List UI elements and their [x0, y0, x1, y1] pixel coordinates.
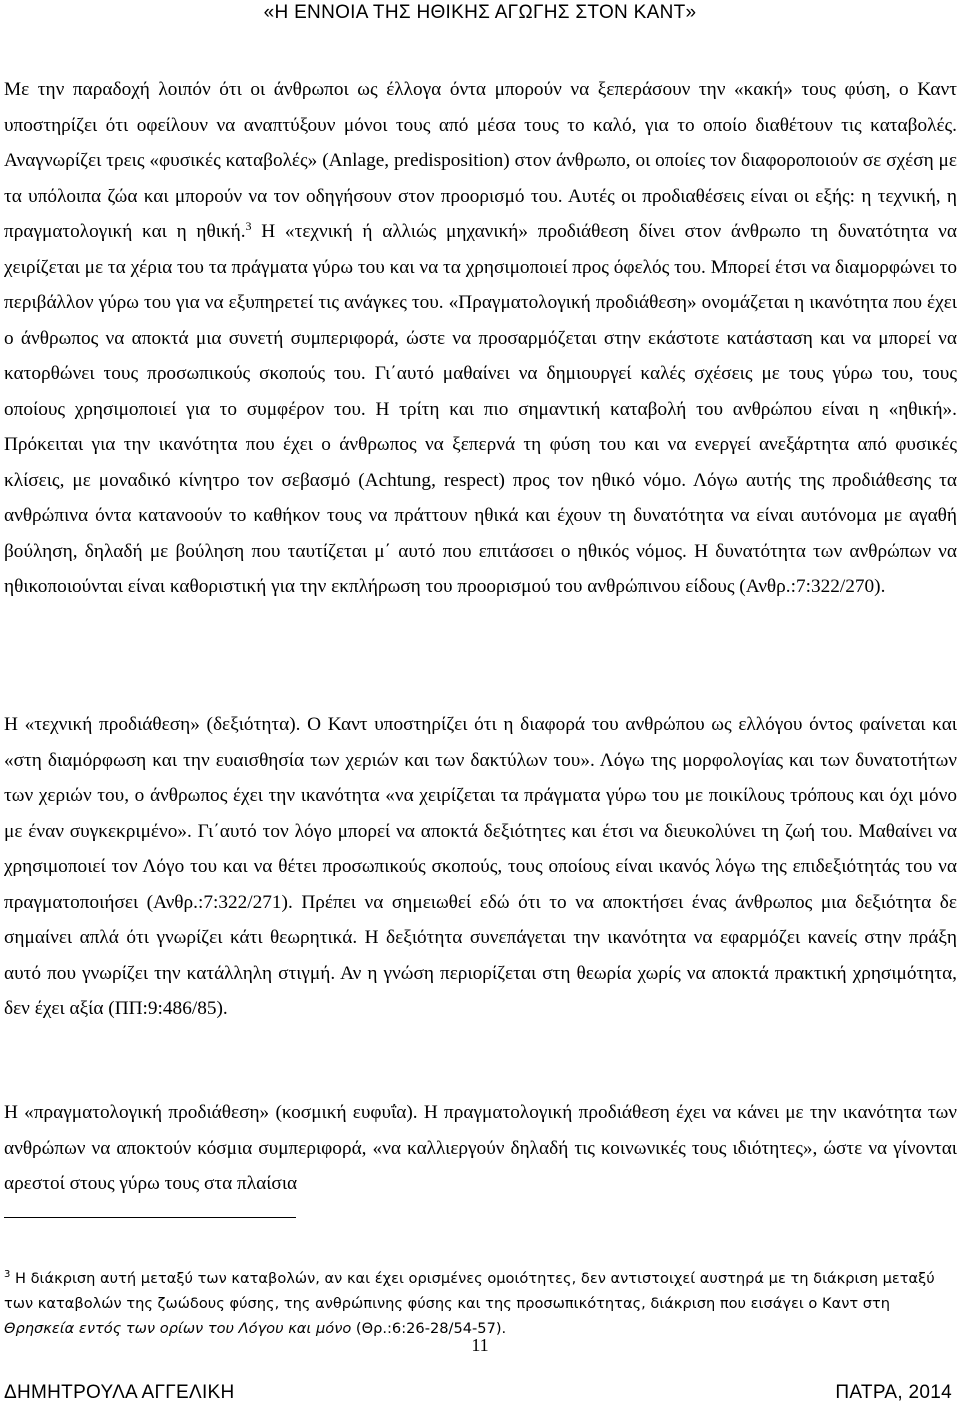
paragraph-text-part: Η «τεχνική ή αλλιώς μηχανική» προδιάθεση δίνει στον άνθρωπο τη δυνατότητα να χειρίζεται με τα χέρια του τα πράγματα γύρω του και να τα χρησιμοποιεί προς όφελός του. Μπορεί έτσι να διαμορφώνει το περιβάλλον γύρω του για να εξυπηρετεί τις ανάγκες του. «Πραγματολογική προδιάθεση» ονομάζεται η ικανότητα που έχει ο άνθρωπος να αποκτά μια συνετή συμπεριφορά, ώστε να προσαρμόζεται στην εκάστοτε κατάσταση και να μπορεί να κατορθώνει τους προσωπικούς σκοπούς του. Γι΄αυτό μαθαίνει να δημιουργεί καλές σχέσεις με τους γύρω του, τους οποίους χρησιμοποιεί για το συμφέρον του. Η τρίτη και πιο σημαντική καταβολή του ανθρώπου είναι η «ηθική». Πρόκειται για την ικανότητα που έχει ο άνθρωπος να ξεπερνά τη φύση του και να ενεργεί ανεξάρτητα από φυσικές κλίσεις, με μοναδικό κίνητρο τον σεβασμό (Achtung, respect) προς τον ηθικό νόμο. Λόγω αυτής της προδιάθεσης τα ανθρώπινα όντα κατανοούν το καθήκον τους να πράττουν ηθικά και έχουν τη δυνατότητα να είναι αυτόνομα με αγαθή βούληση, δηλαδή με βούληση που ταυτίζεται μ΄ αυτό που επιτάσσει ο ηθικός νόμος. Η δυνατότητα των ανθρώπων να ηθικοποιούνται είναι καθοριστική για την εκπλήρωση του προορισμού του ανθρώπινου είδους (Ανθρ.:7:322/270).: [4, 221, 957, 597]
paragraph-text: [4, 72, 957, 605]
footer-place-year: ΠΑΤΡΑ, 2014: [835, 1382, 952, 1403]
footer-author: ΔΗΜΗΤΡΟΥΛΑ ΑΓΓΕΛΙΚΗ: [4, 1382, 235, 1403]
footnote: [4, 1266, 954, 1341]
paragraph-pragmatic-predisposition: [4, 1095, 957, 1202]
paragraph-natural-predispositions: [4, 72, 957, 605]
running-header: «Η ΕΝΝΟΙΑ ΤΗΣ ΗΘΙΚΗΣ ΑΓΩΓΗΣ ΣΤΟΝ ΚΑΝΤ»: [263, 2, 697, 23]
paragraph-technical-predisposition: [4, 707, 957, 1027]
footnote-text-part: Η διάκριση αυτή μεταξύ των καταβολών, αν και έχει ορισμένες ομοιότητες, δεν αντιστοιχεί αυστηρά με τη διάκριση μεταξύ των καταβολών της ζωώδους φύσης, της ανθρώπινης φύσης και της προσωπικότητας, διάκριση που εισάγει ο Καντ στη: [4, 1270, 935, 1312]
footnote-text: [4, 1266, 954, 1341]
page-number: 11: [471, 1335, 489, 1355]
footnote-separator: [4, 1217, 296, 1218]
paragraph-text: Η «τεχνική προδιάθεση» (δεξιότητα). Ο Καντ υποστηρίζει ότι η διαφορά του ανθρώπου ως ελλόγου όντος φαίνεται και «στη διαμόρφωση και την ευαισθησία των χεριών και των δακτύλων του». Λόγω της μορφολογίας και των δυνατοτήτων των χεριών του, ο άνθρωπος έχει την ικανότητα «να χειρίζεται τα πράγματα γύρω του με ποικίλους τρόπους και όχι μόνο με έναν συγκεκριμένο». Γι΄αυτό τον λόγο μπορεί να αποκτά δεξιότητες και έτσι να διευκολύνει τη ζωή του. Μαθαίνει να χρησιμοποιεί τον Λόγο του και να θέτει προσωπικούς σκοπούς, τους οποίους είναι ικανός λόγω της επιδεξιότητάς του να πραγματοποιήσει (Ανθρ.:7:322/271). Πρέπει να σημειωθεί εδώ ότι το να αποκτήσει ένας άνθρωπος μια δεξιότητα δε σημαίνει απλά ότι γνωρίζει κάτι θεωρητικά. Η δεξιότητα συνεπάγεται την ικανότητα να εφαρμόζει κανείς στην πράξη αυτό που γνωρίζει την κατάλληλη στιγμή. Αν η γνώση περιορίζεται στη θεωρία χωρίς να αποκτά πρακτική χρησιμότητα, δεν έχει αξία (ΠΠ:9:486/85).: [4, 714, 957, 1019]
footnote-book-title: Θρησκεία εντός των ορίων του Λόγου και μόνο: [4, 1320, 352, 1337]
paragraph-text-part: Με την παραδοχή λοιπόν ότι οι άνθρωποι ως έλλογα όντα μπορούν να ξεπεράσουν την «κακή» τους φύση, ο Καντ υποστηρίζει ότι οφείλουν να αναπτύξουν μόνοι τους από μέσα τους το καλό, για το οποίο διαθέτουν τις καταβολές. Αναγνωρίζει τρεις «φυσικές καταβολές» (Anlage, predisposition) στον άνθρωπο, οι οποίες τον διαφοροποιούν σε σχέση με τα υπόλοιπα ζώα και μπορούν να τον οδηγήσουν στον προορισμό του. Αυτές οι προδιαθέσεις είναι οι εξής: η τεχνική, η πραγματολογική και η ηθική.: [4, 79, 957, 242]
footnote-reference[interactable]: 3: [245, 219, 252, 233]
footnote-number: 3: [4, 1269, 11, 1280]
footnote-text-part: (Θρ.:6:26-28/54-57).: [351, 1320, 507, 1337]
paragraph-text: Η «πραγματολογική προδιάθεση» (κοσμική ευφυΐα). Η πραγματολογική προδιάθεση έχει να κάνει με την ικανότητα των ανθρώπων να αποκτούν κόσμια συμπεριφορά, «να καλλιεργούν δηλαδή τις κοινωνικές τους ιδιότητες», ώστε να γίνονται αρεστοί στους γύρω τους στα πλαίσια: [4, 1102, 957, 1194]
